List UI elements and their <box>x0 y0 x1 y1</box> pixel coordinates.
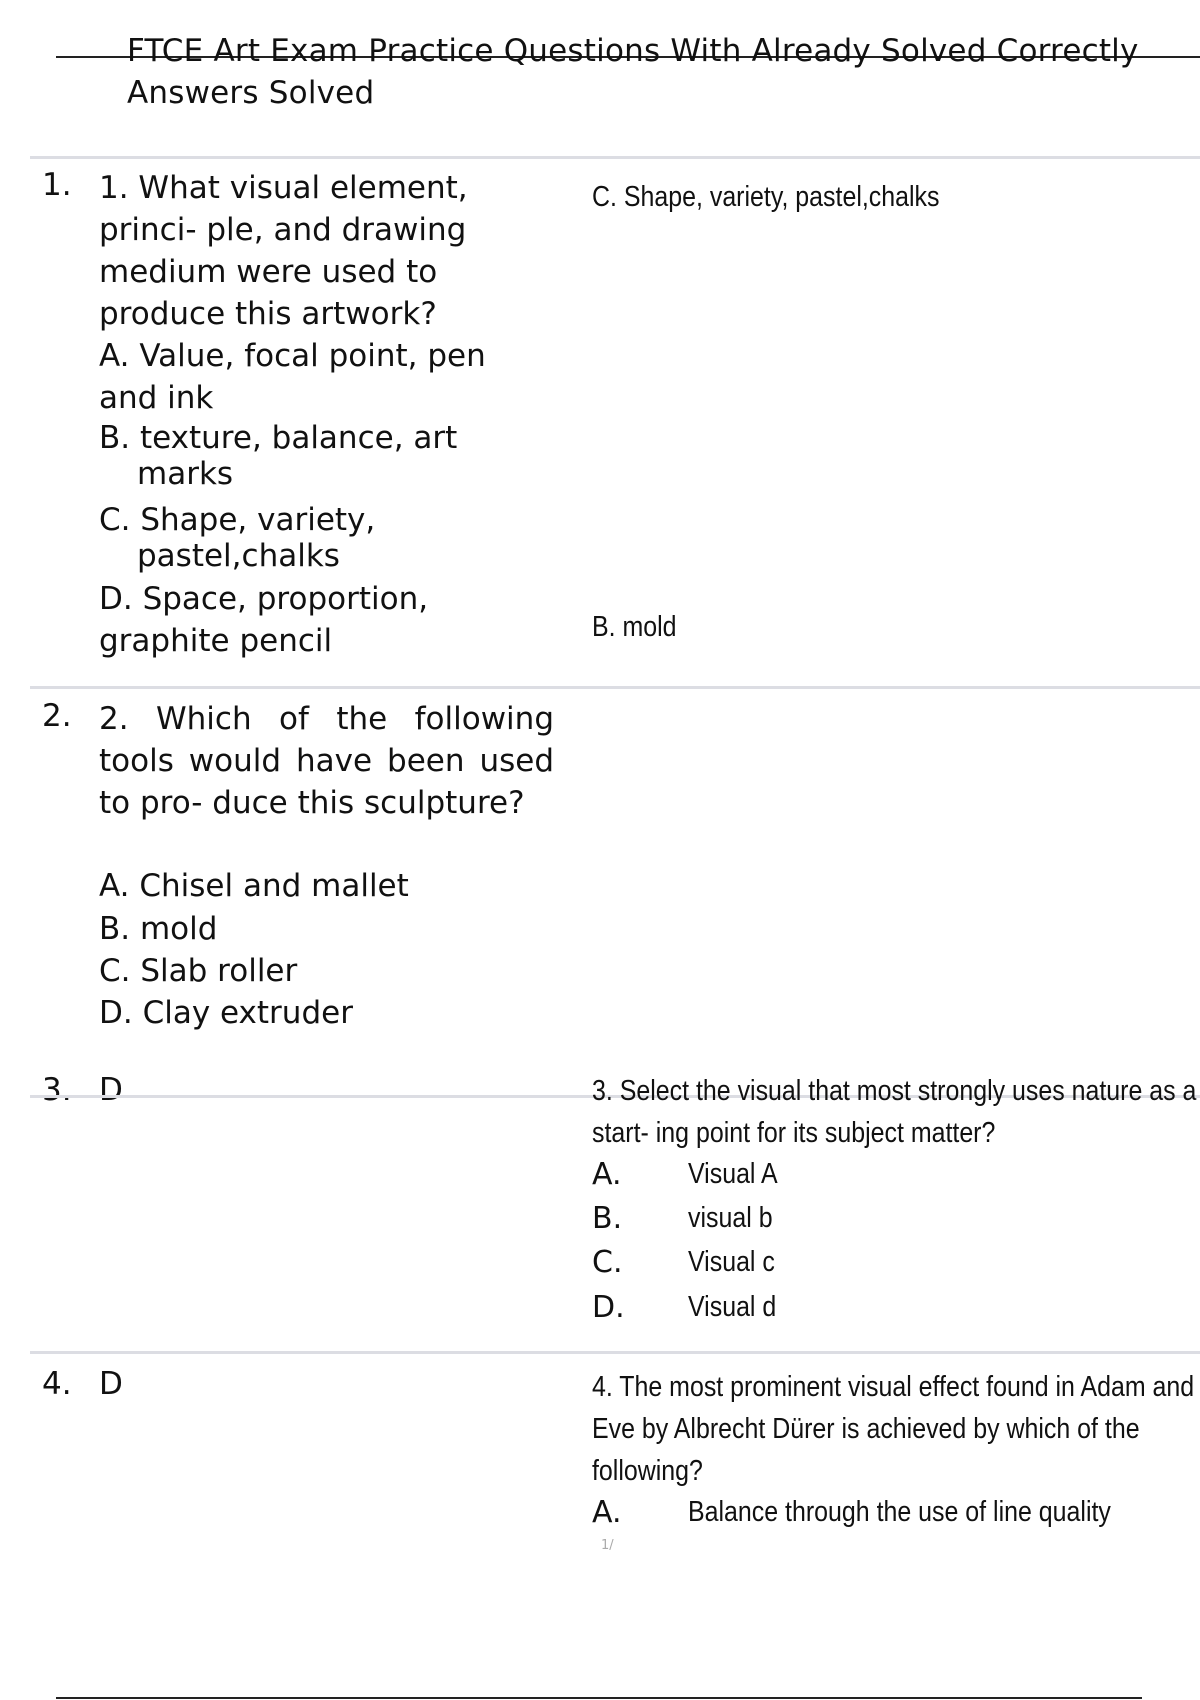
answer-text: D <box>99 1072 123 1108</box>
footer-rule <box>56 1697 1142 1699</box>
row-number: 1. <box>42 167 72 203</box>
row-number: 3. <box>42 1072 72 1108</box>
option-d: D. Clay extruder <box>99 995 353 1031</box>
option-a: A. Chisel and mallet <box>99 868 409 904</box>
page-marker: 1/ <box>601 1538 614 1553</box>
question-text: 1. What visual element, princi- ple, and drawing medium were used to produce this artwork? <box>99 170 468 332</box>
option-a-letter: A. <box>592 1157 622 1192</box>
document-title <box>127 30 1139 114</box>
question-line-3: following? <box>592 1455 703 1487</box>
option-a-text: Balance through the use of line quality <box>688 1496 1111 1528</box>
row-number: 2. <box>42 698 72 734</box>
option-a-letter: A. <box>592 1495 622 1530</box>
question-line-1: 3. Select the visual that most strongly uses nature as a <box>592 1075 1197 1107</box>
option-b: B. mold <box>99 911 218 947</box>
question-line-2: Eve by Albrecht Dürer is achieved by which of the <box>592 1413 1140 1445</box>
answer-text: B. mold <box>592 611 677 643</box>
option-a-text: Visual A <box>688 1158 778 1190</box>
option-c-text: Visual c <box>688 1246 775 1278</box>
row-divider <box>30 686 1200 689</box>
option-c: C. Shape, variety, pastel,chalks <box>99 502 376 574</box>
option-c: C. Slab roller <box>99 953 298 989</box>
question-line-1: 4. The most prominent visual effect found in Adam and <box>592 1371 1195 1403</box>
option-b: B. texture, balance, art marks <box>99 420 458 492</box>
answer-text: D <box>99 1366 123 1402</box>
option-d-text: Visual d <box>688 1291 777 1323</box>
option-b-letter: B. <box>592 1201 623 1236</box>
option-b-text: visual b <box>688 1202 773 1234</box>
option-d-letter: D. <box>592 1290 625 1325</box>
row-divider <box>30 1351 1200 1354</box>
option-c-letter: C. <box>592 1245 623 1280</box>
title-line-1: FTCE Art Exam Practice Questions With Already Solved Correctly <box>127 33 1139 69</box>
option-d: D. Space, proportion, graphite pencil <box>99 581 429 659</box>
row-number: 4. <box>42 1366 72 1402</box>
title-line-2: Answers Solved <box>127 75 375 111</box>
option-a: A. Value, focal point, pen and ink <box>99 338 486 416</box>
answer-text: C. Shape, variety, pastel,chalks <box>592 181 940 213</box>
question-text: 2. Which of the following tools would have been used to pro- duce this sculpture? <box>99 701 554 821</box>
question-line-2: start- ing point for its subject matter? <box>592 1117 996 1149</box>
row-divider <box>30 156 1200 159</box>
